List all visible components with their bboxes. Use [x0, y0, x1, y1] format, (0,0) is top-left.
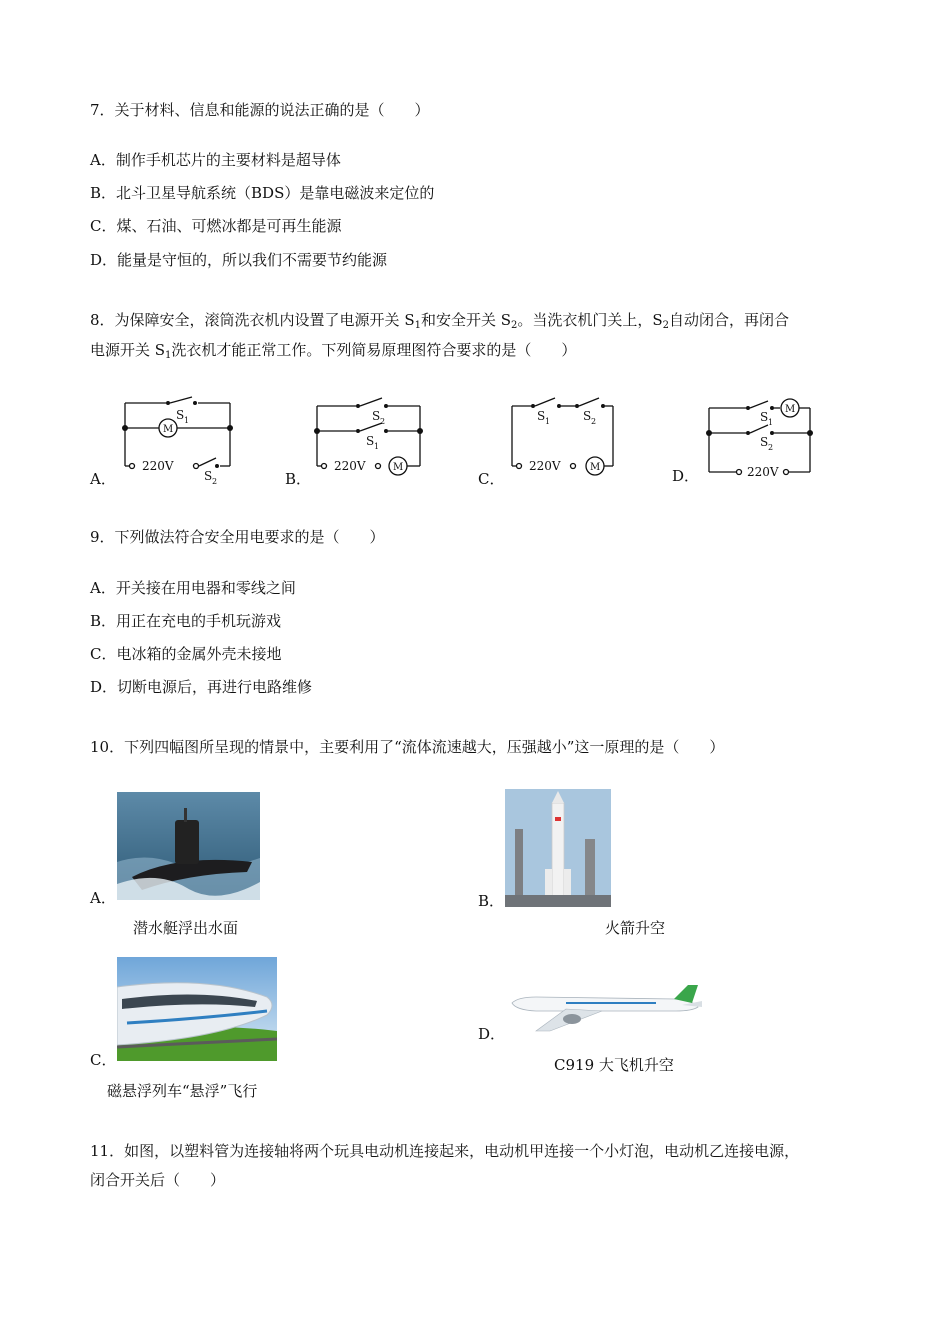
- q7-stem: 7．关于材料、信息和能源的说法正确的是（ ）: [90, 101, 430, 119]
- q9-option-b: B．用正在充电的手机玩游戏: [90, 612, 282, 630]
- q10-option-c-caption: 磁悬浮列车“悬浮”飞行: [107, 1082, 258, 1100]
- motor-label: M: [590, 462, 601, 473]
- submarine-image: [117, 792, 260, 900]
- q11-stem-line2: 闭合开关后（ ）: [90, 1171, 226, 1189]
- q10-stem: 10．下列四幅图所呈现的情景中，主要利用了“流体流速越大，压强越小”这一原理的是（ ）: [90, 738, 725, 756]
- q10-option-d-caption: C919 大飞机升空: [554, 1056, 674, 1074]
- q8-stem-line2: 电源开关 $S_1$洗衣机才能正常工作。下列简易原理图符合要求的是（ ）: [90, 341, 577, 361]
- q9-option-d: D．切断电源后，再进行电路维修: [90, 678, 313, 696]
- q7-option-c: C．煤、石油、可燃冰都是可再生能源: [90, 217, 342, 235]
- switch-s2-label: S: [760, 435, 769, 449]
- switch-s1-sub: 1: [545, 417, 551, 426]
- switch-s1-sub: 1: [768, 418, 774, 427]
- q7-option-d: D．能量是守恒的，所以我们不需要节约能源: [90, 251, 388, 269]
- supply-label: 220V: [529, 459, 561, 473]
- switch-s1-sub: 1: [374, 442, 380, 451]
- circuit-diagram-c: [505, 396, 625, 486]
- q10-option-a-caption: 潜水艇浮出水面: [133, 919, 239, 937]
- q10-option-c-label: C．: [90, 1051, 117, 1069]
- switch-s1-label: S: [176, 408, 185, 422]
- motor-label: M: [785, 404, 796, 415]
- q9-stem: 9．下列做法符合安全用电要求的是（ ）: [90, 528, 385, 546]
- switch-s2-label: S: [372, 409, 381, 423]
- q8-option-b-label: B．: [285, 470, 312, 488]
- motor-label: M: [393, 462, 404, 473]
- circuit-diagram-b: [310, 396, 430, 486]
- maglev-train-image: [117, 957, 277, 1061]
- switch-s2-sub: 2: [212, 477, 218, 486]
- q8-option-d-label: D．: [672, 467, 700, 485]
- switch-s1-label: S: [760, 410, 769, 424]
- q8-stem-line1: 8．为保障安全，滚筒洗衣机内设置了电源开关 $S_1$和安全开关 $S_2$。当洗衣机门关上，$S_2$自动闭合，再闭合: [90, 311, 790, 331]
- q9-option-c: C．电冰箱的金属外壳未接地: [90, 645, 282, 663]
- q10-option-d-label: D．: [478, 1025, 506, 1043]
- q9-option-a: A．开关接在用电器和零线之间: [90, 579, 296, 597]
- switch-s1-label: S: [537, 409, 546, 423]
- q10-option-a-label: A．: [90, 889, 116, 907]
- switch-s2-label: S: [204, 469, 213, 483]
- q10-option-b-caption: 火箭升空: [605, 919, 666, 937]
- circuit-diagram-d: [700, 396, 820, 486]
- supply-label: 220V: [142, 459, 174, 473]
- q11-stem-line1: 11．如图，以塑料管为连接轴将两个玩具电动机连接起来，电动机甲连接一个小灯泡，电动机乙连接电源，: [90, 1142, 800, 1160]
- supply-label: 220V: [334, 459, 366, 473]
- q8-option-c-label: C．: [478, 470, 505, 488]
- switch-s1-sub: 1: [184, 416, 190, 425]
- motor-label: M: [163, 424, 174, 435]
- q7-option-a: A．制作手机芯片的主要材料是超导体: [90, 151, 341, 169]
- switch-s1-label: S: [366, 434, 375, 448]
- switch-s2-sub: 2: [380, 417, 386, 426]
- c919-airplane-image: [506, 985, 706, 1033]
- supply-label: 220V: [747, 465, 779, 479]
- q8-option-a-label: A．: [90, 470, 116, 488]
- q7-option-b: B．北斗卫星导航系统（BDS）是靠电磁波来定位的: [90, 184, 435, 202]
- circuit-diagram-a: [118, 396, 238, 486]
- switch-s2-sub: 2: [591, 417, 597, 426]
- switch-s2-sub: 2: [768, 443, 774, 452]
- rocket-image: [505, 789, 611, 907]
- switch-s2-label: S: [583, 409, 592, 423]
- q10-option-b-label: B．: [478, 892, 505, 910]
